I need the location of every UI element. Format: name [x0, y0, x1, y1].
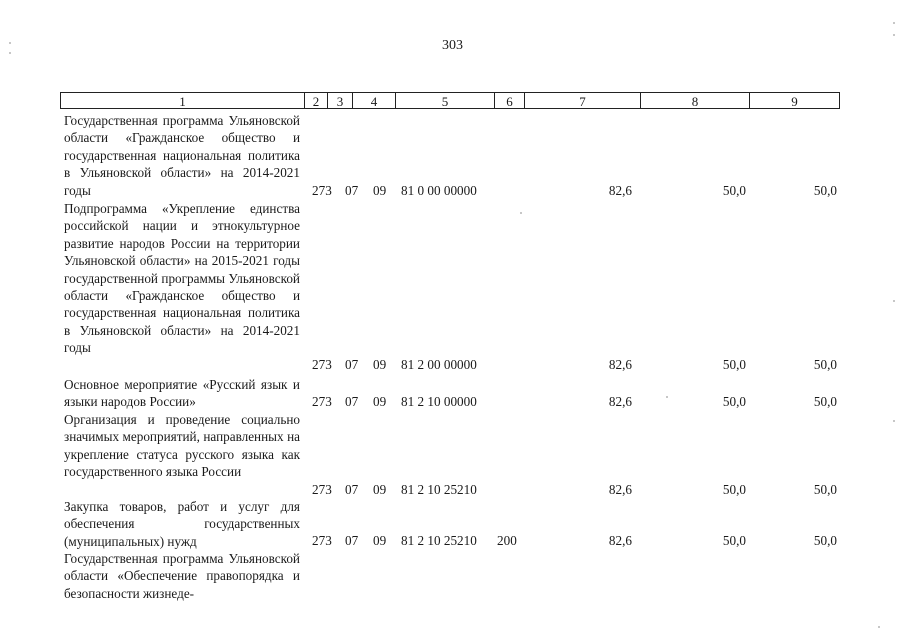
cell-col-8: 50,0	[722, 357, 746, 372]
cell-col-8: 50,0	[722, 482, 746, 497]
cell-col-4: 09	[373, 394, 387, 409]
column-header-7: 7	[524, 92, 641, 109]
cell-col-9: 50,0	[813, 394, 837, 409]
row-description: Государственная программа Ульяновской области «Гражданское общество и государственная национальная политика в Ульяновской области» на 2014-2021 годы	[64, 113, 300, 198]
cell-col-5: 81 2 10 25210	[401, 533, 477, 548]
cell-col-2: 273	[312, 183, 332, 198]
cell-col-9: 50,0	[813, 482, 837, 497]
scan-speck	[520, 212, 522, 214]
cell-col-9: 50,0	[813, 183, 837, 198]
cell-col-4: 09	[373, 533, 387, 548]
column-header-6: 6	[494, 92, 525, 109]
scan-speck	[9, 52, 11, 54]
cell-col-5: 81 2 10 00000	[401, 394, 477, 409]
cell-col-3: 07	[345, 482, 359, 497]
cell-col-3: 07	[345, 357, 359, 372]
scan-speck	[893, 22, 895, 24]
column-header-9: 9	[749, 92, 840, 109]
scan-speck	[893, 34, 895, 36]
column-header-2: 2	[304, 92, 328, 109]
cell-col-9: 50,0	[813, 533, 837, 548]
page-number: 303	[442, 38, 463, 53]
cell-col-5: 81 2 00 00000	[401, 357, 477, 372]
cell-col-5: 81 0 00 00000	[401, 183, 477, 198]
row-description: Подпрограмма «Укрепление единства российской нации и этнокультурное развитие народов России на территории Ульяновской области» на 2015-2021 годы государственной программы Ульяновской области «Гражданское общество и государственная национальная политика в Ульяновской области» на 2014-2021 годы	[64, 201, 300, 356]
column-header-4: 4	[352, 92, 396, 109]
scan-speck	[893, 300, 895, 302]
cell-col-4: 09	[373, 183, 387, 198]
column-header-8: 8	[640, 92, 750, 109]
cell-col-7: 82,6	[608, 357, 632, 372]
cell-col-2: 273	[312, 482, 332, 497]
cell-col-8: 50,0	[722, 394, 746, 409]
cell-col-4: 09	[373, 482, 387, 497]
column-header-5: 5	[395, 92, 495, 109]
cell-col-3: 07	[345, 183, 359, 198]
cell-col-7: 82,6	[608, 533, 632, 548]
column-header-row	[60, 92, 841, 109]
row-description: Основное мероприятие «Русский язык и языки народов России»	[64, 377, 300, 410]
row-description: Организация и проведение социально значимых мероприятий, направленных на укрепление статуса русского языка как государственного языка России	[64, 412, 300, 480]
scan-speck	[893, 420, 895, 422]
cell-col-6: 200	[497, 533, 517, 548]
scan-speck	[666, 396, 668, 398]
cell-col-9: 50,0	[813, 357, 837, 372]
cell-col-8: 50,0	[722, 533, 746, 548]
scan-speck	[9, 42, 11, 44]
cell-col-2: 273	[312, 533, 332, 548]
row-description: Закупка товаров, работ и услуг для обеспечения государственных (муниципальных) нужд	[64, 499, 300, 549]
cell-col-2: 273	[312, 357, 332, 372]
cell-col-3: 07	[345, 533, 359, 548]
cell-col-8: 50,0	[722, 183, 746, 198]
column-header-1: 1	[60, 92, 305, 109]
cell-col-7: 82,6	[608, 394, 632, 409]
column-header-3: 3	[327, 92, 353, 109]
cell-col-7: 82,6	[608, 482, 632, 497]
row-description: Государственная программа Ульяновской области «Обеспечение правопорядка и безопасности жизнеде-	[64, 551, 300, 601]
scan-speck	[878, 626, 880, 628]
cell-col-4: 09	[373, 357, 387, 372]
cell-col-2: 273	[312, 394, 332, 409]
cell-col-3: 07	[345, 394, 359, 409]
cell-col-7: 82,6	[608, 183, 632, 198]
cell-col-5: 81 2 10 25210	[401, 482, 477, 497]
